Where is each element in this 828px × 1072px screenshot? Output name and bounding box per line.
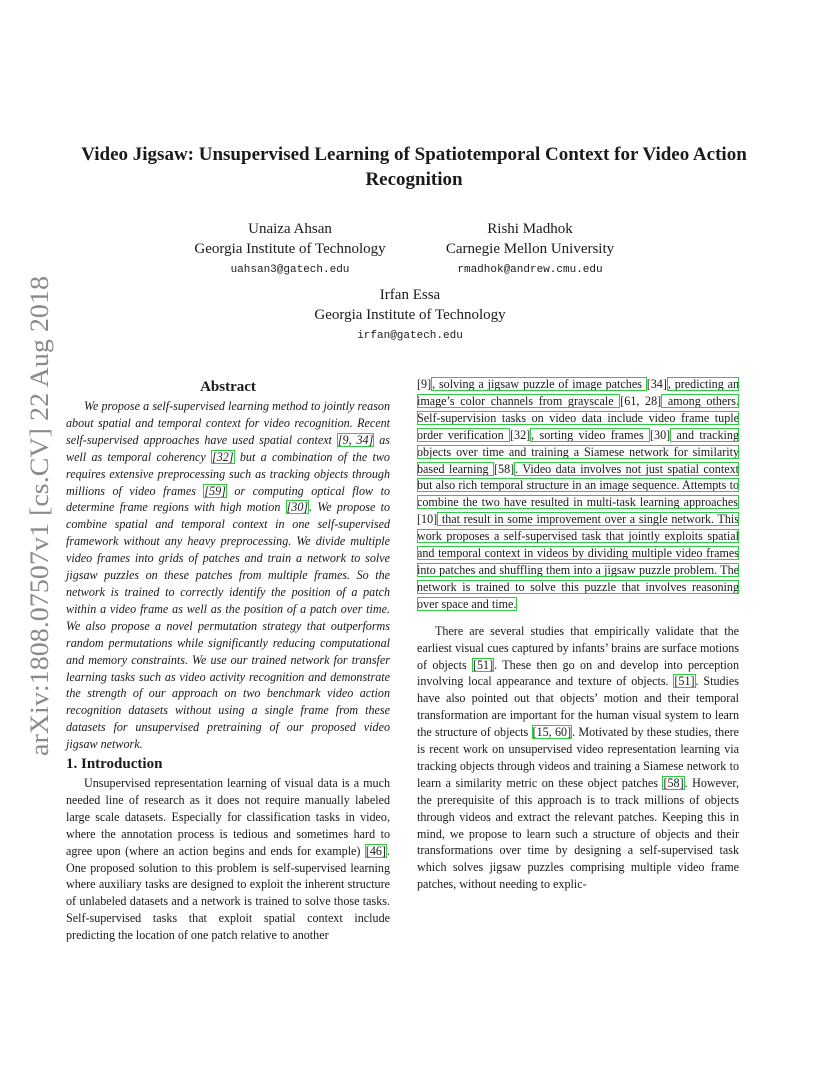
author-affiliation: Georgia Institute of Technology [194, 241, 386, 257]
text-run: or computing optical flow to determine frame regions with high motion [66, 483, 390, 515]
text-run: There are several studies that empirically validate that the earliest visual cues captured by infants’ brains are surface motions of objects [417, 623, 739, 672]
section-heading-introduction: 1. Introduction [66, 756, 163, 773]
left-column [66, 376, 390, 944]
text-run: but a combination of the two requires extensive preprocessing such as tracking objects through millions of video frames [66, 449, 390, 498]
text-run: We propose a self-supervised learning method to jointly reason about spatial and temporal context for video recognition. Recent self-supervised approaches have used spatial context [66, 399, 390, 447]
citation-link[interactable]: [51] [472, 657, 494, 672]
author-block [400, 219, 660, 281]
author-email[interactable]: uahsan3@gatech.edu [230, 264, 350, 276]
citation-link[interactable]: [15, 60] [532, 725, 572, 740]
paper-title: Video Jigsaw: Unsupervised Learning of Spatiotemporal Context for Video Action Recognition [81, 144, 747, 190]
intro-paragraph-1-continued [417, 376, 739, 613]
text-run: [30] [650, 427, 671, 442]
citation-link[interactable]: [59] [204, 483, 226, 498]
citation-link[interactable]: that result in some improvement over a single network. This work proposes a self-supervised task that jointly exploits spatial and temporal context in videos by dividing multiple video frames into patches and shuffling them into a jigsaw puzzle problem. The network is trained to solve this puzzle that involves reasoning over space and time. [417, 512, 739, 611]
text-run: . However, the prerequisite of this approach is to track millions of objects through videos and extract the relevant patches. Keeping this in mind, we propose to learn such a structure of objects and their transformations over time by designing a self-supervised task which solves jigsaw puzzles comprising multiple video frame patches, without needing to explic- [417, 775, 739, 892]
text-run: [61, 28] [620, 393, 662, 408]
text-run: [32] [510, 427, 531, 442]
author-affiliation: Carnegie Mellon University [445, 241, 615, 257]
abstract-heading: Abstract [200, 379, 256, 395]
author-email[interactable]: irfan@gatech.edu [357, 330, 463, 342]
text-run: . One proposed solution to this problem is self-supervised learning where auxiliary tasks are designed to exploit the inherent structure of unlabeled datasets and a network is trained to solve those tasks. Self-supervised tasks that exploit spatial context include predicting the location of one patch relative to another [66, 843, 390, 943]
text-run: [10] [417, 512, 438, 527]
text-run: . Studies have also pointed out that objects’ motion and their temporal transformation are important for the human visual system to learn the structure of objects [417, 674, 739, 740]
text-run: as well as temporal coherency [66, 432, 390, 464]
text-run: [9] [417, 377, 432, 391]
citation-link[interactable]: , solving a jigsaw puzzle of image patches [432, 377, 646, 391]
author-name: Irfan Essa [379, 287, 441, 303]
citation-link[interactable]: among others. Self-supervision tasks on video data include video frame tuple order verification [417, 393, 740, 442]
citation-link[interactable]: , sorting video frames [531, 427, 650, 442]
citation-link[interactable]: . Video data involves not just spatial context but also rich temporal structure in an image sequence. Attempts to combine the two have resulted in multi-task learning approaches [417, 461, 739, 510]
arxiv-identifier [18, 270, 60, 760]
intro-paragraph-1 [66, 775, 390, 944]
author-block [160, 219, 420, 281]
abstract-text [66, 398, 390, 753]
citation-link[interactable]: [30] [286, 500, 309, 515]
right-column [417, 376, 739, 893]
text-run: [58] [494, 461, 515, 476]
text-run: . We propose to combine spatial and temporal context in one self-supervised framework without any heavy preprocessing. We divide multiple video frames into grids of patches and train a network to solve jigsaw puzzles on these patches from multiple frames. So the network is trained to correctly identify the position of a patch within a video frame as well as the position of a patch over time. We also propose a novel permutation strategy that outperforms random permutations while significantly reducing computational and memory constraints. We use our trained network for transfer learning tasks such as video activity recognition and demonstrate the strength of our approach on two benchmark video action recognition datasets without using a single frame from these datasets for unsupervised pretraining of our proposed video jigsaw network. [66, 500, 390, 752]
citation-link[interactable]: , predicting an image’s color channels from grayscale [417, 377, 740, 408]
text-run: Unsupervised representation learning of visual data is a much needed line of research as it does not require manually labeled large scale datasets. Especially for classification tasks in video, where the annotation process is tedious and sometimes hard to agree upon (where an action begins and ends for example) [66, 776, 390, 858]
text-run: [34] [646, 377, 667, 391]
text-run: . Motivated by these studies, there is recent work on unsupervised video representation learning via tracking objects through videos and training a Siamese network to learn a similarity metric on these object patches [417, 725, 739, 790]
author-name: Rishi Madhok [487, 221, 573, 237]
arxiv-identifier-text: arXiv:1808.07507v1 [cs.CV] 22 Aug 2018 [25, 311, 54, 756]
citation-link[interactable]: [9, 34] [337, 432, 374, 447]
intro-paragraph-2 [417, 623, 739, 894]
citation-link[interactable]: and tracking objects over time and training a Siamese network for similarity based learning [417, 427, 739, 476]
citation-link[interactable]: [32] [212, 449, 234, 464]
author-affiliation: Georgia Institute of Technology [314, 307, 506, 323]
text-run: . These then go on and develop into perception involving local appearance and texture of objects. [417, 657, 739, 689]
author-email[interactable]: rmadhok@andrew.cmu.edu [457, 264, 603, 276]
author-block [270, 285, 550, 347]
author-name: Unaiza Ahsan [248, 221, 332, 237]
citation-link[interactable]: [51] [674, 674, 695, 689]
citation-link[interactable]: [46] [365, 843, 386, 858]
citation-link[interactable]: [58] [663, 775, 684, 790]
